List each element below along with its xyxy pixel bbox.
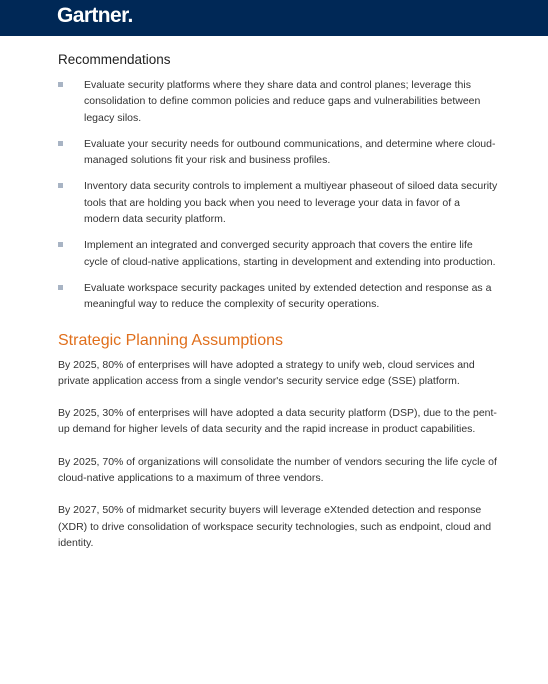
document-body xyxy=(58,51,498,567)
list-item xyxy=(58,280,498,313)
bullet-icon xyxy=(58,183,63,188)
logo-text: Gartner xyxy=(57,4,128,27)
assumption-paragraph: By 2027, 50% of midmarket security buyers will leverage eXtended detection and response (XDR) to drive consolidation of workspace security technologies, such as endpoint, cloud and identity. xyxy=(58,504,492,549)
recommendations-heading: Recommendations xyxy=(58,52,171,67)
header-bar xyxy=(0,0,548,36)
bullet-icon xyxy=(58,141,63,146)
bullet-icon xyxy=(58,242,63,247)
strategic-planning-heading: Strategic Planning Assumptions xyxy=(58,331,284,349)
bullet-icon xyxy=(58,285,63,290)
list-item-text: Inventory data security controls to implement a multiyear phaseout of siloed data security tools that are holding you back when you need to leverage your data in favor of a modern data security platform. xyxy=(84,180,498,226)
assumption-paragraph: By 2025, 30% of enterprises will have adopted a data security platform (DSP), due to the pent-up demand for higher levels of data security and the rapid increase in product capabilities. xyxy=(58,407,497,436)
list-item-text: Evaluate workspace security packages united by extended detection and response as a meaningful way to reduce the complexity of security operations. xyxy=(84,281,492,311)
list-item xyxy=(58,237,498,270)
recommendations-list xyxy=(58,77,498,313)
bullet-icon xyxy=(58,82,63,87)
list-item-text: Evaluate security platforms where they share data and control planes; leverage this consolidation to define common policies and reduce gaps and vulnerabilities between legacy silos. xyxy=(84,79,481,124)
gartner-logo xyxy=(57,3,133,29)
list-item xyxy=(58,178,498,227)
list-item-text: Implement an integrated and converged security approach that covers the entire life cycle of cloud-native applications, starting in development and extending into production. xyxy=(84,239,496,268)
list-item-text: Evaluate your security needs for outbound communications, and determine where cloud-managed solutions fit your risk and business profiles. xyxy=(84,137,496,167)
assumption-paragraph: By 2025, 80% of enterprises will have adopted a strategy to unify web, cloud services and private application access from a single vendor's security service edge (SSE) platform. xyxy=(58,358,475,387)
list-item xyxy=(58,136,498,169)
assumption-paragraph: By 2025, 70% of organizations will consolidate the number of vendors securing the life cycle of cloud-native applications to a maximum of three vendors. xyxy=(58,455,497,485)
logo-dot: . xyxy=(127,4,133,27)
list-item xyxy=(58,77,498,126)
